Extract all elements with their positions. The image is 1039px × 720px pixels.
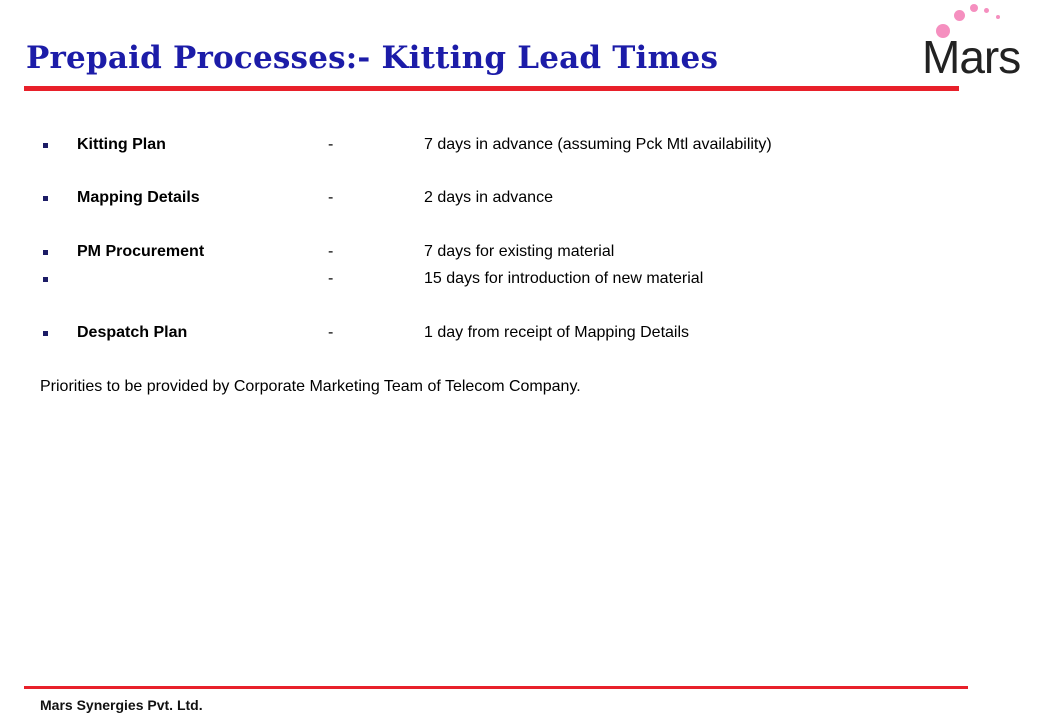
footer-company-name: Mars Synergies Pvt. Ltd. <box>40 697 203 713</box>
item-description: 2 days in advance <box>424 189 553 206</box>
item-separator: - <box>328 136 334 153</box>
logo-dot <box>970 4 978 12</box>
item-separator: - <box>328 189 334 206</box>
bullet-icon <box>43 196 48 201</box>
footer-divider <box>24 686 968 689</box>
bullet-icon <box>43 277 48 282</box>
slide-title: Prepaid Processes:- Kitting Lead Times <box>26 40 719 76</box>
item-label: PM Procurement <box>77 243 205 260</box>
logo-dot <box>984 8 989 13</box>
item-label: Mapping Details <box>77 189 200 206</box>
item-description: 7 days for existing material <box>424 243 615 260</box>
item-description: 7 days in advance (assuming Pck Mtl availability) <box>424 136 772 153</box>
priorities-note: Priorities to be provided by Corporate Marketing Team of Telecom Company. <box>40 378 581 395</box>
item-label: Despatch Plan <box>77 324 188 341</box>
bullet-icon <box>43 331 48 336</box>
item-separator: - <box>328 270 334 287</box>
title-divider <box>24 86 959 91</box>
logo-text: Mars <box>922 31 1021 83</box>
item-separator: - <box>328 243 334 260</box>
item-label: Kitting Plan <box>77 136 166 153</box>
bullet-icon <box>43 143 48 148</box>
logo-dot <box>954 10 965 21</box>
bullet-icon <box>43 250 48 255</box>
logo-dot <box>996 15 1000 19</box>
mars-logo <box>918 0 1039 90</box>
item-separator: - <box>328 324 334 341</box>
item-description: 15 days for introduction of new material <box>424 270 704 287</box>
item-description: 1 day from receipt of Mapping Details <box>424 324 690 341</box>
